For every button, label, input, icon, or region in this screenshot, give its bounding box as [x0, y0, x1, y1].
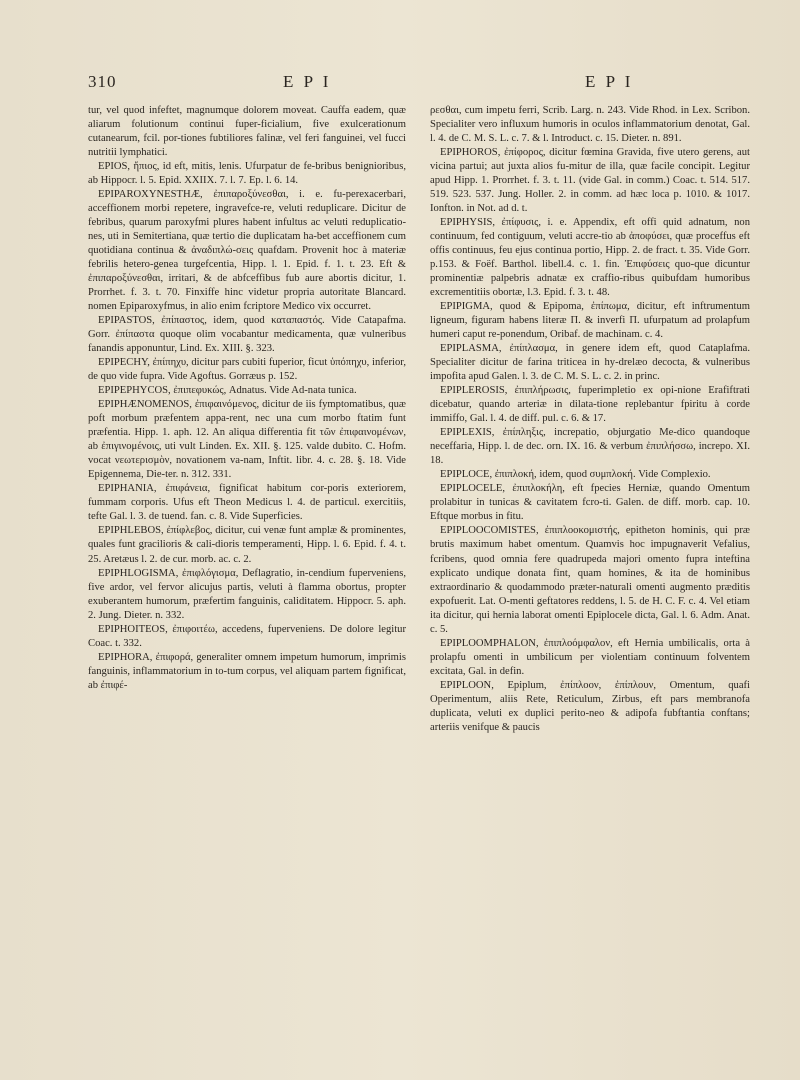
entry-epiploomphalon: EPIPLOOMPHALON, ἐπιπλοόμφαλον, eft Hernia umbilicalis, orta à prolapfu omenti in umbilicum per violentiam continuum folventem excitata, Gal. in defin.: [430, 637, 750, 677]
entry-epipigma: EPIPIGMA, quod & Epipoma, ἐπίπωμα, dicitur, eft inftrumentum ligneum, figuram habens literæ Π. & inverfi Π. ufurpatum ad prolapfum humeri caput re-ponendum, Oribaf. de machinam. c. 4.: [430, 301, 750, 341]
entry-epiphora: EPIPHORA, ἐπιφορά, generaliter omnem impetum humorum, imprimis fanguinis, inflammatorium in to-tum corpus, vel aliquam partem fignificat, ab ἐπιφέ-: [88, 651, 406, 691]
entry-epiplocele: EPIPLOCELE, ἐπιπλοκήλη, eft fpecies Herniæ, quando Omentum prolabitur in tunicas & cavitatem fcro-ti. Galen. de diff. morb. cap. 10. Eftque morbus in fitu.: [430, 483, 750, 523]
page-header: [88, 72, 730, 96]
entry-epiphoiteos: EPIPHOITEOS, ἐπιφοιτέω, accedens, fuperveniens. De dolore legitur Coac. t. 332.: [88, 623, 406, 649]
entry-epiphoros: EPIPHOROS, ἐπίφορος, dicitur fœmina Gravida, five utero gerens, aut vicina partui; aut juxta alios fu-mitur de illa, quæ facile concipit. Legitur apud Hipp. 1. Prorrhet. f. 3. t. 11. (vide Gal. in comm.) Coac. t. 514. 517. 519. 523. 537. Jung. Holler. 2. in comm. ad hæc loca p. 1010. & 1017. Ionfton. in Not. ad d. t.: [430, 147, 750, 215]
entry-epios: EPIOS, ἤπιος, id eft, mitis, lenis. Ufurpatur de fe-bribus benignioribus, ab Hippocr. l. 5. Epid. XXIIX. 7. l. 7. Ep. l. 6. 14.: [88, 161, 406, 187]
entry-continuation: ρεσθαι, cum impetu ferri, Scrib. Larg. n. 243. Vide Rhod. in Lex. Scribon. Specialiter vero influxum humoris in oculos inflammatorium denotat, Gal. l. 4. de C. M. S. L. c. 7. & l. Introduct. c. 15. Dieter. n. 891.: [430, 105, 750, 145]
entry-epiparoxynesthae: EPIPAROXYNESTHÆ, ἐπιπαροξύνεσθαι, i. e. fu-perexacerbari, acceffionem morbi repetere, ingravefce-re, veluti reduplicare. Dicitur de febribus, quarum paroxyfmi plures habent infultus ac veluti reduplicatio-nes, uti in Semitertiana, quæ tertio die duplicatam ha-bet acceffionem cum quotidiana continua & ἀναδιπλώ-σεις quafdam. Provenit hoc à materiæ febrilis hetero-genea turgefcentia, Hipp. l. 1. Epid. f. 1. t. 23. Eft & ἐπιπαροξύνεσθαι, irritari, & de abfceffibus fub aure abortis dicitur, 1. Prorrhet. f. 3. t. 70. Finxiffe hinc videtur propria autoritate Blancard. nomen Epiparoxyfmus, in alio enim fcriptore Medico vix occurret.: [88, 189, 406, 313]
entry-epiploon: EPIPLOON, Epiplum, ἐπίπλοον, ἐπίπλουν, Omentum, quafi Operimentum, aliis Rete, Reticulum, Zirbus, eft pars membranofa duplicata, veluti ex duplici perito-neo & adipofa fubftantia conftans; arteriis venifque & paucis: [430, 679, 750, 733]
running-head-left: E P I: [283, 72, 332, 91]
left-column: [88, 104, 406, 693]
entry-epipephycos: EPIPEPHYCOS, ἐπιπεφυκώς, Adnatus. Vide Ad-nata tunica.: [98, 385, 357, 397]
entry-epiplexis: EPIPLEXIS, ἐπίπληξις, increpatio, objurgatio Me-dico quandoque neceffaria, Hipp. l. de dec. orn. IX. 16. & verbum ἐπιπλήσσω, increpo. XI. 18.: [430, 427, 750, 467]
entry-epiphlebos: EPIPHLEBOS, ἐπίφλεβος, dicitur, cui venæ funt amplæ & prominentes, quales funt gracilioris & cali-dioris temperamenti, Hipp. l. 6. Epid. f. 4. t. 25. Aretæus l. 2. de cur. morb. ac. c. 2.: [88, 525, 406, 565]
entry-epipechy: EPIPECHY, ἐπίπηχυ, dicitur pars cubiti fuperior, ficut ὑπόπηχυ, inferior, de quo vide fupra. Vide Agoftus. Gorræus p. 152.: [88, 357, 406, 383]
entry-epiploocomistes: EPIPLOOCOMISTES, ἐπιπλοοκομιστής, epitheton hominis, qui præ brutis maximum habet omentum. Quamvis hoc impugnaverit Vefalius, fcribens, quod omnia fere quadrupeda majori omento fupra inteftina explicato undique donata fint, quam homines, & ita de hominibus extraordinario & quodammodo præter-naturali omenti augmento præditis expofuerit. Lat. O-menti geftatores reddens, l. 5. de H. C. F. c. 4. Vel etiam ita dicitur, qui hernia laborat omenti Epiplocele dicta, Gal. l. 6. Adm. Anat. c. 5.: [430, 525, 750, 635]
entry-epipastos: EPIPASTOS, ἐπίπαστος, idem, quod καταπαστός. Vide Catapafma. Gorr. ἐπίπαστα quoque olim vocabantur medicamenta, quæ vulneribus fanandis apponuntur, Lind. Ex. XIII. §. 323.: [88, 315, 406, 355]
entry-epiplerosis: EPIPLEROSIS, ἐπιπλήρωσις, fuperimpletio ex opi-nione Erafiftrati dicebatur, quando arteriæ in dilata-tione replebantur fpiritu à corde immiffo, Gal. l. 4. de diff. pul. c. 6. & 17.: [430, 385, 750, 425]
entry-continuation: tur, vel quod infeftet, magnumque dolorem moveat. Cauffa eadem, quæ aliarum folutionum continui fuper-ficialium, five exulcerationum cutanearum, fcil. por-tiones fubtiliores falinæ, vel feri fanguinei, vel fucci nutritii lymphatici.: [88, 105, 406, 159]
entry-epiplasma: EPIPLASMA, ἐπίπλασμα, in genere idem eft, quod Cataplafma. Specialiter dicitur de farina triticea in hy-drelæo decocta, & vulneribus impofita apud Galen. l. 3. de C. M. S. L. c. 2. in princ.: [430, 343, 750, 383]
entry-epiploce: EPIPLOCE, ἐπιπλοκή, idem, quod συμπλοκή. Vide Complexio.: [440, 469, 711, 481]
entry-epiphaenomenos: EPIPHÆNOMENOS, ἐπιφαινόμενος, dicitur de iis fymptomatibus, quæ poft morbum præfentem appa-rent, nec una cum morbo ftatim funt præfentia. Hipp. 1. aph. 12. An aliqua differentia fit τῶν ἐπιφαινομένων, ab ἐπιγινομένοις, uti vult Linden. Ex. XII. §. 125. valde dubito. C. Hofm. vocat νεωτερισμὸν, novationem va-nam, Inftit. libr. 4. c. 28. §. 18. Vide Epigennema, Die-ter. n. 312. 331.: [88, 399, 406, 481]
entry-epiphlogisma: EPIPHLOGISMA, ἐπιφλόγισμα, Deflagratio, in-cendium fuperveniens, five ardor, vel fervor alicujus partis, veluti à flamma obortus, propter exuberantem humorum, præfertim fanguinis, caliditatem. Hippocr. 5. aph. 2. Jung. Dieter. n. 332.: [88, 567, 406, 621]
right-column: [430, 104, 750, 735]
page-number: 310: [88, 72, 117, 91]
entry-epiphania: EPIPHANIA, ἐπιφάνεια, fignificat habitum cor-poris exteriorem, fummam corporis. Ufus eft Theon Medicus l. 4. de particul. exercitiis, tefte Gal. l. 3. de tuend. fan. c. 8. Vide Superficies.: [88, 483, 406, 523]
entry-epiphysis: EPIPHYSIS, ἐπίφυσις, i. e. Appendix, eft offi quid adnatum, non continuum, fed contiguum, veluti accre-tio ab ἀποφύσει, quæ proceffus eft offis continuus, feu ejus continua portio, Hipp. 2. de fract. t. 35. Vide Gorr. p.153. & Foëf. Barthol. libell.4. c. 1. fin. Ἐπιφύσεις quo-que dicuntur prominentiæ palpebris adnatæ ex craffio-ribus quibufdam humoribus excrementitiis obortæ, l.3. Epid. f. 3. t. 48.: [430, 217, 750, 299]
running-head-right: E P I: [585, 72, 634, 91]
